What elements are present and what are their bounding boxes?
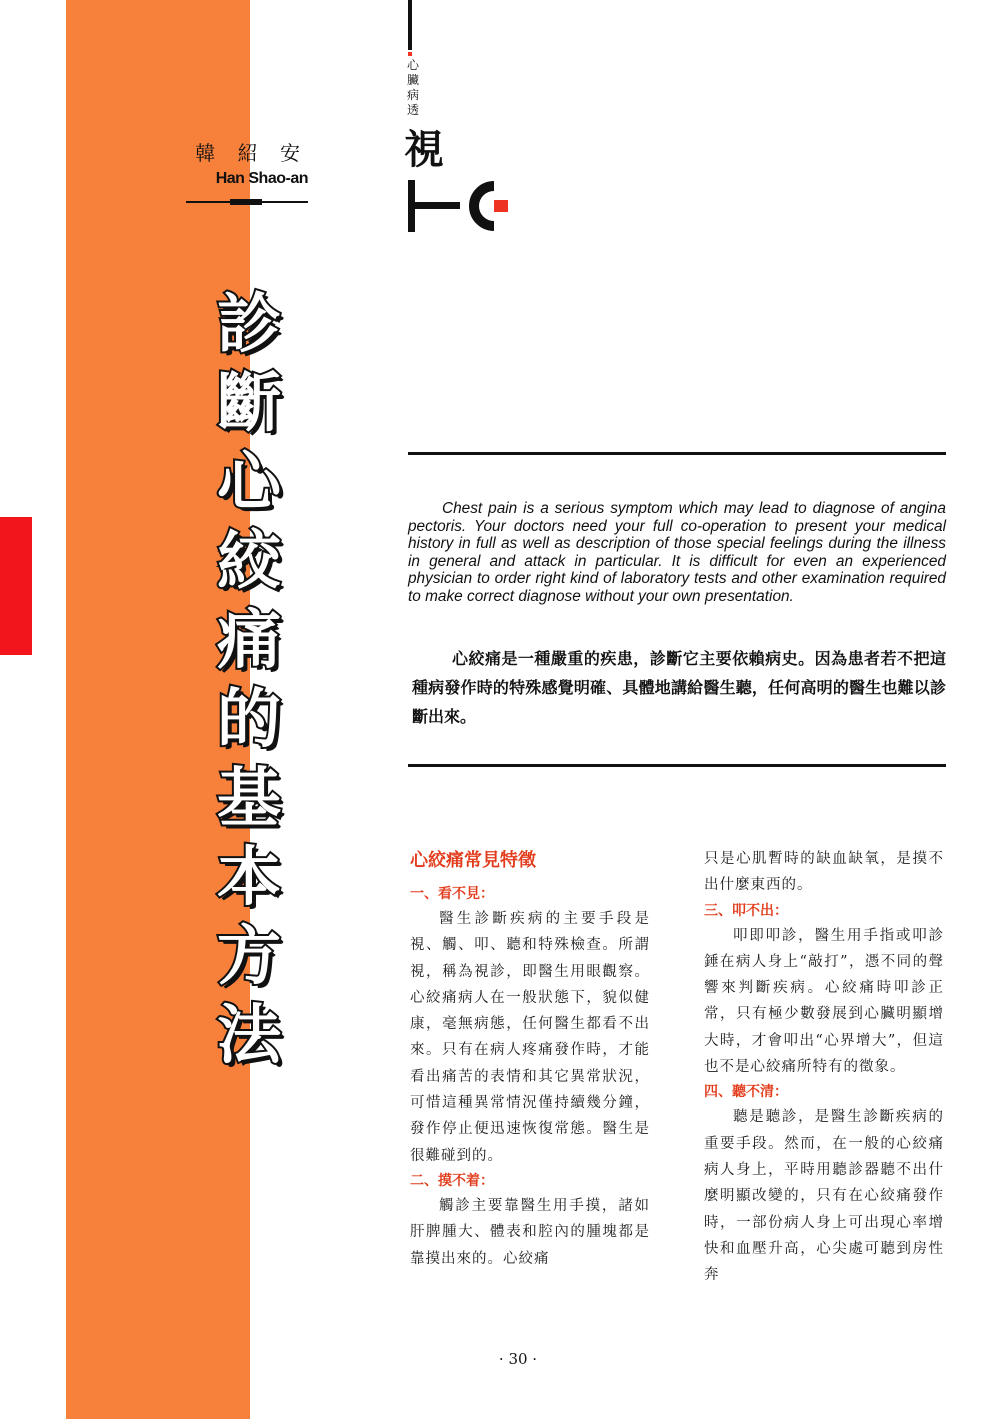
section-title: 心絞痛常見特徵 [410, 850, 536, 871]
author-block [186, 137, 308, 188]
series-logo [400, 0, 530, 240]
article-title [212, 286, 286, 1076]
paragraph-continued: 只是心肌暫時的缺血缺氧，是摸不出什麼東西的。 [704, 851, 944, 894]
title-char: 法 [217, 999, 281, 1073]
logo-bar [408, 0, 412, 50]
body-column-right [704, 846, 944, 1288]
red-side-tab [0, 517, 32, 655]
subheading-4: 四、聽不清： [704, 1084, 788, 1101]
subheading-2: 二、摸不着： [410, 1172, 494, 1189]
author-name-zh: 韓 紹 安 [195, 141, 308, 165]
title-char: 診 [217, 288, 281, 362]
abstract-chinese: 心絞痛是一種嚴重的疾患，診斷它主要依賴病史。因為患者若不把這種病發作時的特殊感覺明確、具體地講給醫生聽，任何高明的醫生也難以診斷出來。 [412, 649, 946, 726]
abstract-english: Chest pain is a serious symptom which may lead to diagnose of angina pectoris. Your doctors need your full co-operation to present your medical history in full as well as description of those special feelings during the illness in general and attack in particular. It is difficult for even an experienced physician to order right kind of laboratory tests and other examination required to make correct diagnose without your own presentation. [408, 500, 946, 605]
title-char: 痛 [217, 604, 281, 678]
bottom-rule [408, 764, 946, 767]
title-char: 基 [217, 762, 281, 836]
series-label: 心臟病透 [407, 58, 420, 117]
paragraph-2: 觸診主要靠醫生用手摸，諸如肝脾腫大、體表和腔內的腫塊都是靠摸出來的。心絞痛 [410, 1197, 650, 1267]
subheading-1: 一、看不見： [410, 886, 494, 902]
title-char: 斷 [217, 367, 281, 441]
title-char: 本 [217, 841, 281, 915]
title-char: 絞 [217, 525, 281, 599]
title-char: 心 [217, 446, 281, 520]
page-number: · 30 · [498, 1350, 538, 1368]
author-rule-accent [230, 199, 262, 205]
body-column-left [410, 846, 650, 1272]
title-char: 方 [217, 920, 281, 994]
paragraph-4: 聽是聽診，是醫生診斷疾病的重要手段。然而，在一般的心絞痛病人身上，平時用聽診器聽不出什麼明顯改變的，只有在心絞痛發作時，一部份病人身上可出現心率增快和血壓升高，心尖處可聽到房性奔 [704, 1109, 944, 1284]
top-rule [408, 452, 946, 455]
title-char: 的 [217, 683, 281, 757]
paragraph-1: 醫生診斷疾病的主要手段是視、觸、叩、聽和特殊檢查。所謂視，稱為視診，即醫生用眼觀察。心絞痛病人在一般狀態下，貌似健康，毫無病態，任何醫生都看不出來。只有在病人疼痛發作時，才能看出痛苦的表情和其它異常狀況，可惜這種異常情況僅持續幾分鐘，發作停止便迅速恢復常態。醫生是很難碰到的。 [410, 911, 650, 1164]
hc-logo-icon [408, 180, 518, 232]
author-name-en: Han Shao-an [215, 170, 308, 187]
paragraph-3: 叩即叩診，醫生用手指或叩診錘在病人身上“敲打”，憑不同的聲響來判斷疾病。心絞痛時叩診正常，只有極少數發展到心臟明顯增大時，才會叩出“心界增大”，但這也不是心絞痛所特有的徵象。 [704, 927, 944, 1076]
series-big-char: 視 [404, 127, 444, 173]
logo-red-mark [408, 52, 412, 56]
subheading-3: 三、叩不出： [704, 902, 788, 919]
